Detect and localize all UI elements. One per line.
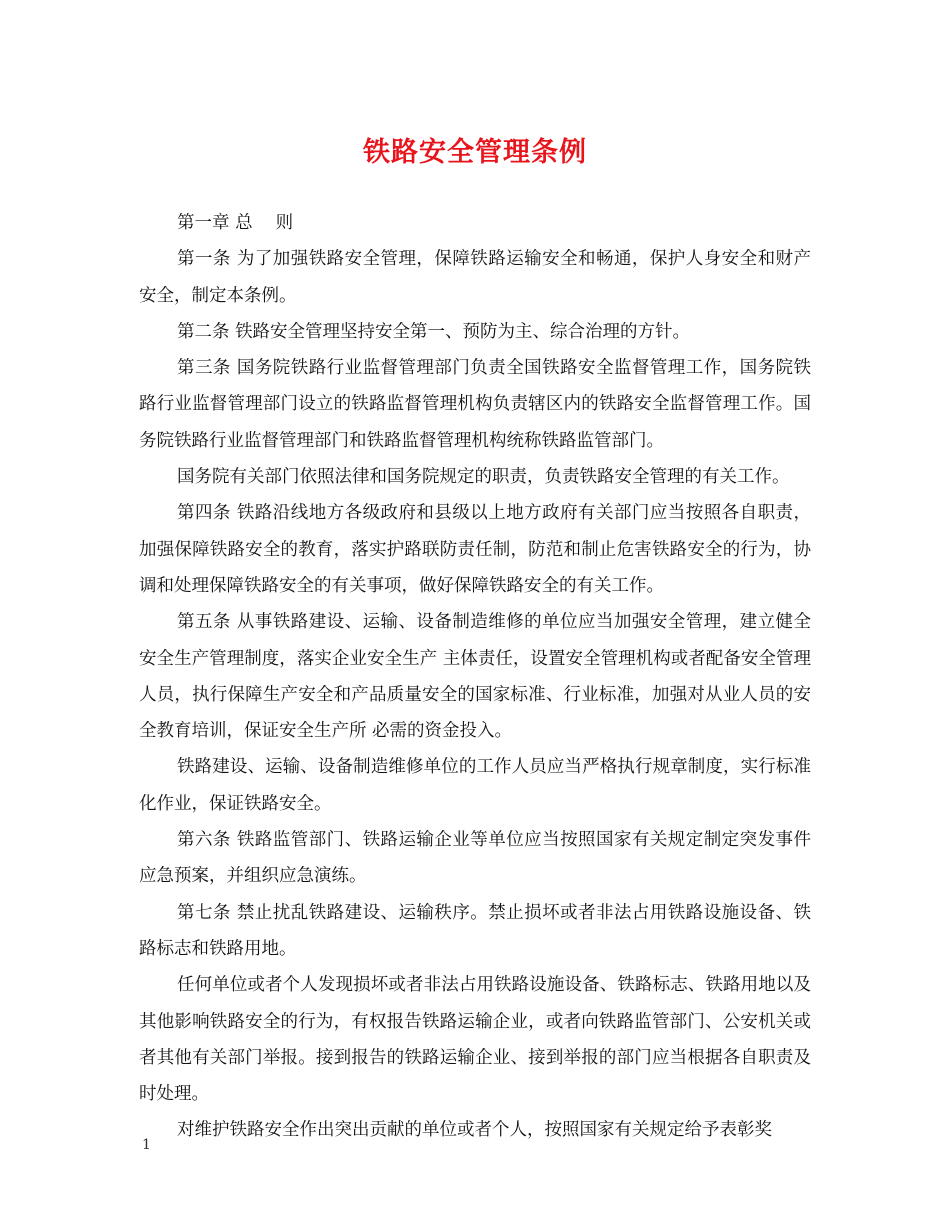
article-paragraph: 第三条 国务院铁路行业监督管理部门负责全国铁路安全监督管理工作，国务院铁路行业监督管理部门设立的铁路监督管理机构负责辖区内的铁路安全监督管理工作。国务院铁路行业监督管理部门和铁路监督管理机构统称铁路监管部门。 xyxy=(139,358,811,451)
article-paragraph: 对维护铁路安全作出突出贡献的单位或者个人，按照国家有关规定给予表彰奖 xyxy=(177,1120,772,1141)
article-paragraph: 第五条 从事铁路建设、运输、设备制造维修的单位应当加强安全管理，建立健全安全生产管理制度，落实企业安全生产 主体责任，设置安全管理机构或者配备安全管理人员，执行保障生产安全和产品质量安全的国家标准、行业标准，加强对从业人员的安全教育培训，保证安全生产所 必需的资金投入。 xyxy=(139,612,811,742)
article-paragraph: 国务院有关部门依照法律和国务院规定的职责，负责铁路安全管理的有关工作。 xyxy=(177,467,790,488)
article-paragraph: 任何单位或者个人发现损坏或者非法占用铁路设施设备、铁路标志、铁路用地以及其他影响铁路安全的行为，有权报告铁路运输企业，或者向铁路监管部门、公安机关或者其他有关部门举报。接到报告的铁路运输企业、接到举报的部门应当根据各自职责及时处理。 xyxy=(139,975,811,1105)
article-paragraph: 第六条 铁路监管部门、铁路运输企业等单位应当按照国家有关规定制定突发事件应急预案，并组织应急演练。 xyxy=(139,830,811,887)
chapter-heading: 第一章 总 则 xyxy=(177,213,294,233)
article-paragraph: 第四条 铁路沿线地方各级政府和县级以上地方政府有关部门应当按照各自职责，加强保障铁路安全的教育，落实护路联防责任制，防范和制止危害铁路安全的行为，协调和处理保障铁路安全的有关事项，做好保障铁路安全的有关工作。 xyxy=(139,503,811,596)
article-paragraph: 第七条 禁止扰乱铁路建设、运输秩序。禁止损坏或者非法占用铁路设施设备、铁路标志和铁路用地。 xyxy=(139,902,811,959)
article-paragraph: 铁路建设、运输、设备制造维修单位的工作人员应当严格执行规章制度，实行标准化作业，保证铁路安全。 xyxy=(139,757,811,814)
article-paragraph: 第二条 铁路安全管理坚持安全第一、预防为主、综合治理的方针。 xyxy=(177,321,691,342)
document-title: 铁路安全管理条例 xyxy=(363,137,587,168)
page-number: 1 xyxy=(142,1137,151,1153)
document-body xyxy=(139,205,811,1149)
article-paragraph: 第一条 为了加强铁路安全管理，保障铁路运输安全和畅通，保护人身安全和财产安全，制定本条例。 xyxy=(139,249,811,306)
